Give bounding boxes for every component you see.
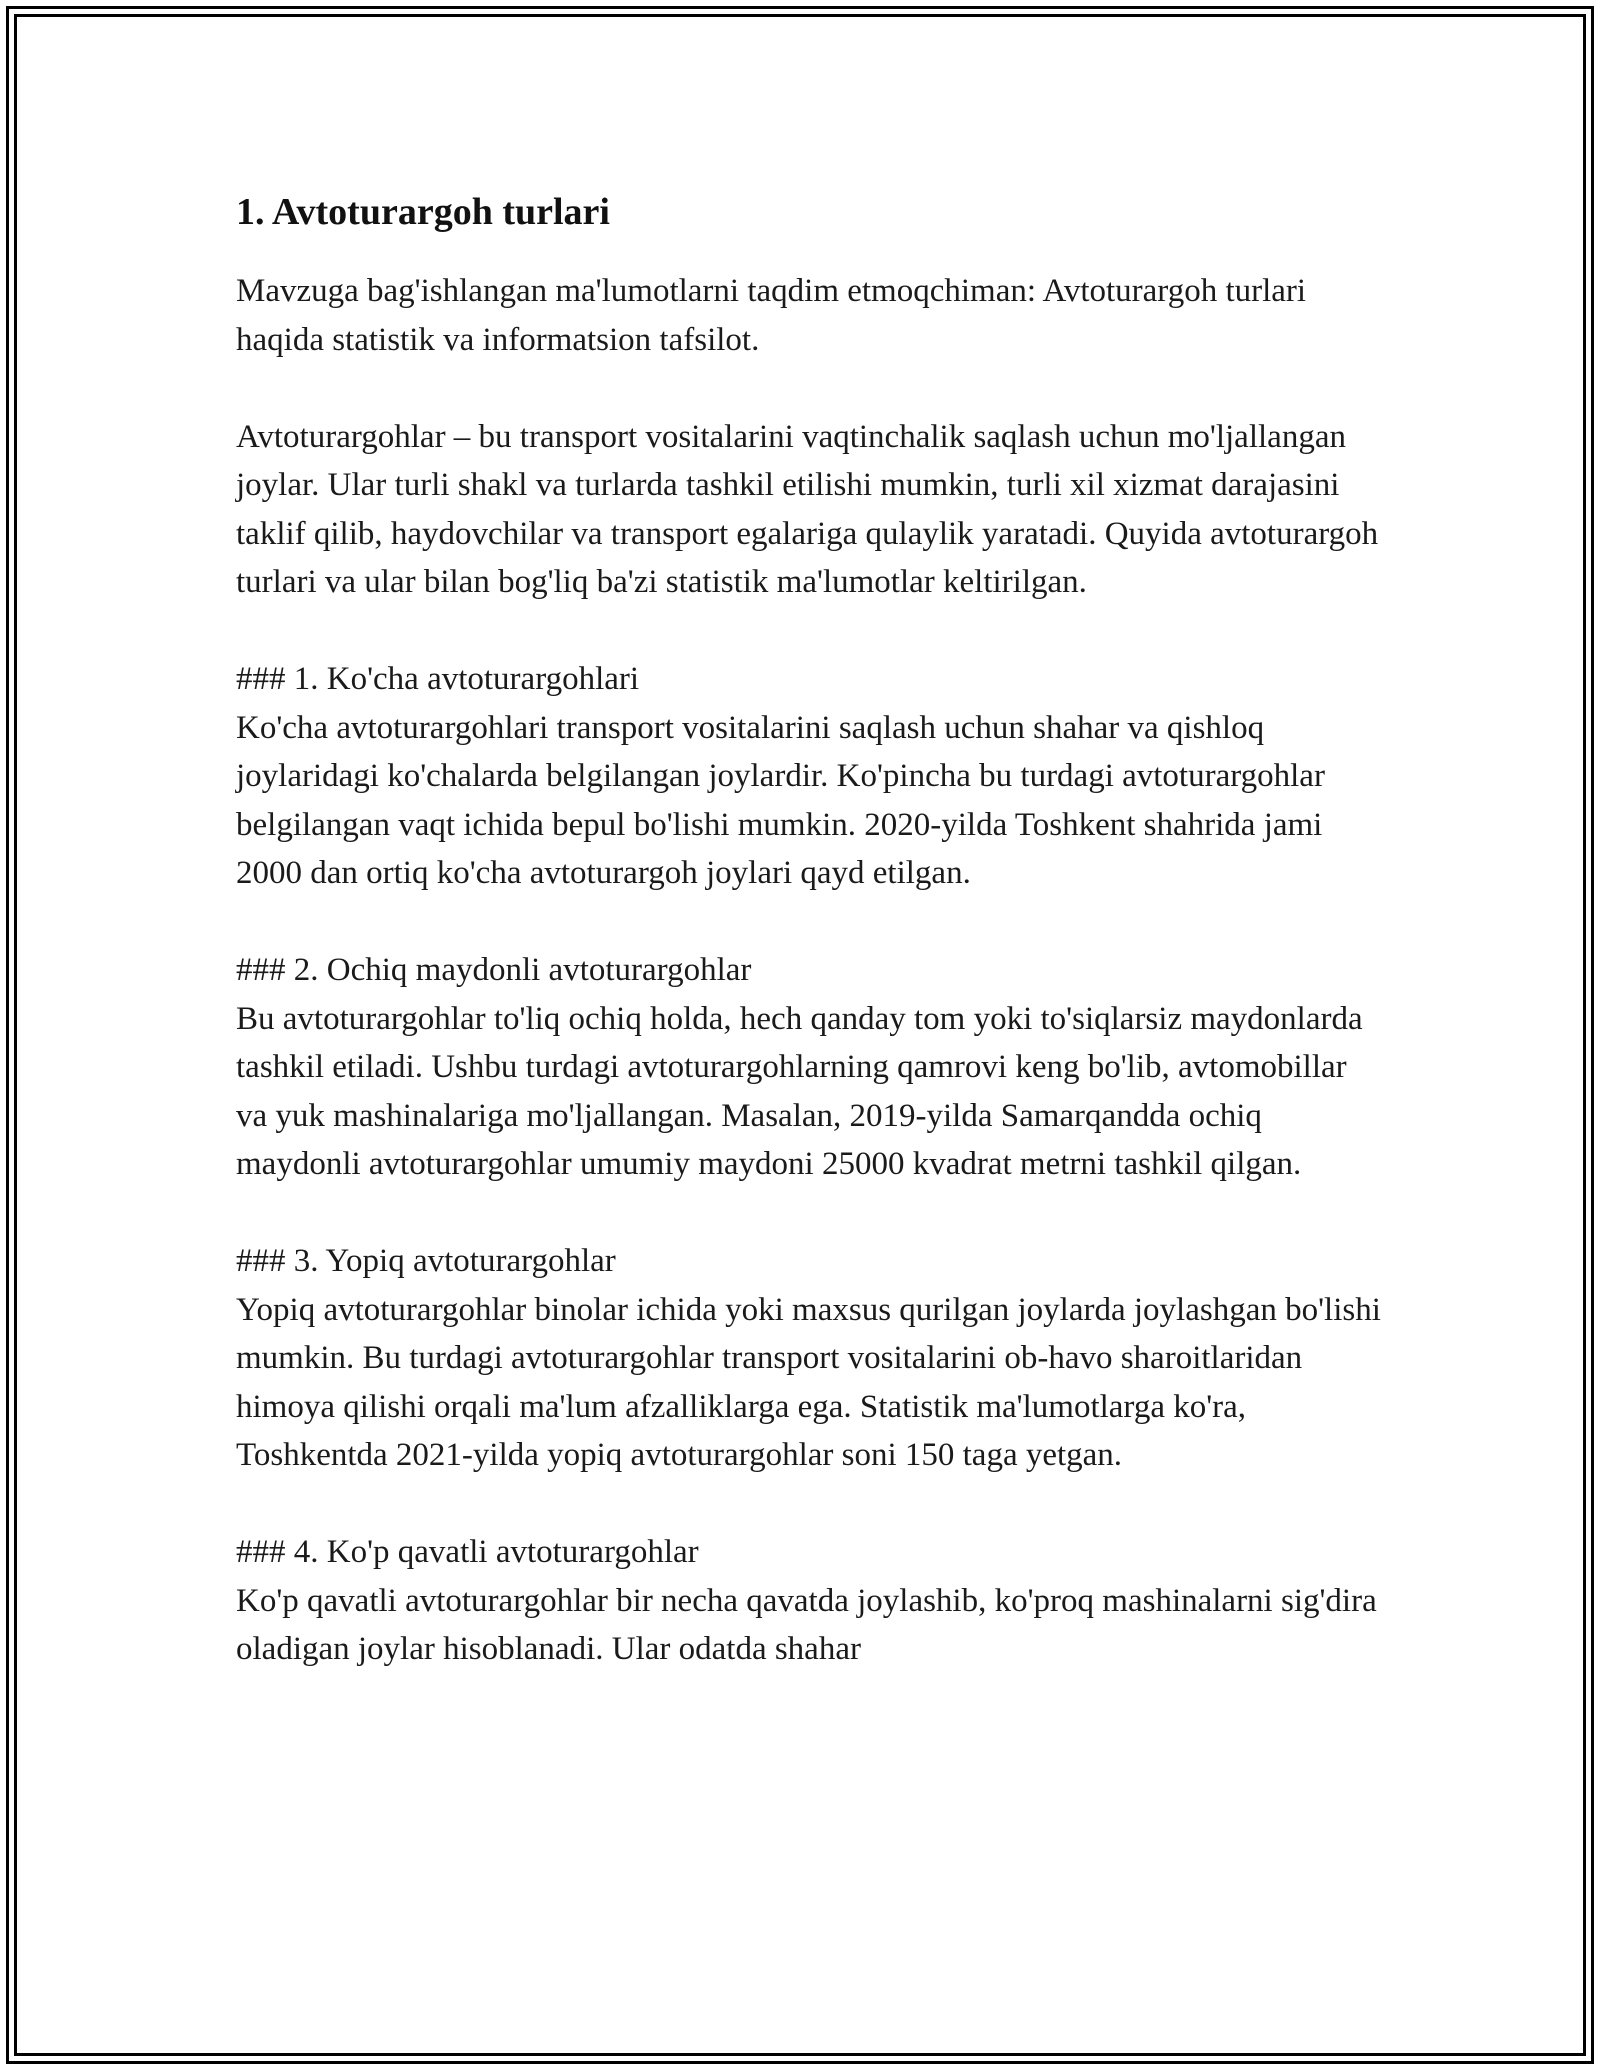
- section-covered-parking: [236, 1237, 1386, 1480]
- overview-paragraph: Avtoturargohlar – bu transport vositalarini vaqtinchalik saqlash uchun mo'ljallangan joylar. Ular turli shakl va turlarda tashkil etilishi mumkin, turli xil xizmat darajasini taklif qilib, haydovchilar va transport egalariga qulaylik yaratadi. Quyida avtoturargoh turlari va ular bilan bog'liq ba'zi statistik ma'lumotlar keltirilgan.: [236, 418, 1379, 601]
- section-heading: ### 2. Ochiq maydonli avtoturargohlar: [236, 952, 752, 989]
- section-body: Yopiq avtoturargohlar binolar ichida yoki maxsus qurilgan joylarda joylashgan bo'lishi mumkin. Bu turdagi avtoturargohlar transport vositalarini ob-havo sharoitlaridan himoya qilishi orqali ma'lum afzalliklarga ega. Statistik ma'lumotlarga ko'ra, Toshkentda 2021-yilda yopiq avtoturargohlar soni 150 taga yetgan.: [236, 1291, 1381, 1474]
- section-open-lot-parking: [236, 946, 1386, 1189]
- section-street-parking: [236, 655, 1386, 898]
- section-heading: ### 1. Ko'cha avtoturargohlari: [236, 661, 640, 698]
- document-body: [236, 180, 1386, 1674]
- section-body: Ko'cha avtoturargohlari transport vositalarini saqlash uchun shahar va qishloq joylaridagi ko'chalarda belgilangan joylardir. Ko'pincha bu turdagi avtoturargohlar belgilangan vaqt ichida bepul bo'lishi mumkin. 2020-yilda Toshkent shahrida jami 2000 dan ortiq ko'cha avtoturargoh joylari qayd etilgan.: [236, 709, 1325, 892]
- section-body: Ko'p qavatli avtoturargohlar bir necha qavatda joylashib, ko'proq mashinalarni sig'dira oladigan joylar hisoblanadi. Ular odatda shahar: [236, 1582, 1377, 1668]
- section-heading: ### 3. Yopiq avtoturargohlar: [236, 1243, 616, 1280]
- document-title: 1. Avtoturargoh turlari: [236, 191, 610, 233]
- section-body: Bu avtoturargohlar to'liq ochiq holda, hech qanday tom yoki to'siqlarsiz maydonlarda tashkil etiladi. Ushbu turdagi avtoturargohlarning qamrovi keng bo'lib, avtomobillar va yuk mashinalariga mo'ljallangan. Masalan, 2019-yilda Samarqandda ochiq maydonli avtoturargohlar umumiy maydoni 25000 kvadrat metrni tashkil qilgan.: [236, 1000, 1363, 1183]
- section-multistorey-parking: [236, 1528, 1386, 1674]
- intro-paragraph: Mavzuga bag'ishlangan ma'lumotlarni taqdim etmoqchiman: Avtoturargoh turlari haqida statistik va informatsion tafsilot.: [236, 273, 1307, 358]
- section-heading: ### 4. Ko'p qavatli avtoturargohlar: [236, 1534, 699, 1571]
